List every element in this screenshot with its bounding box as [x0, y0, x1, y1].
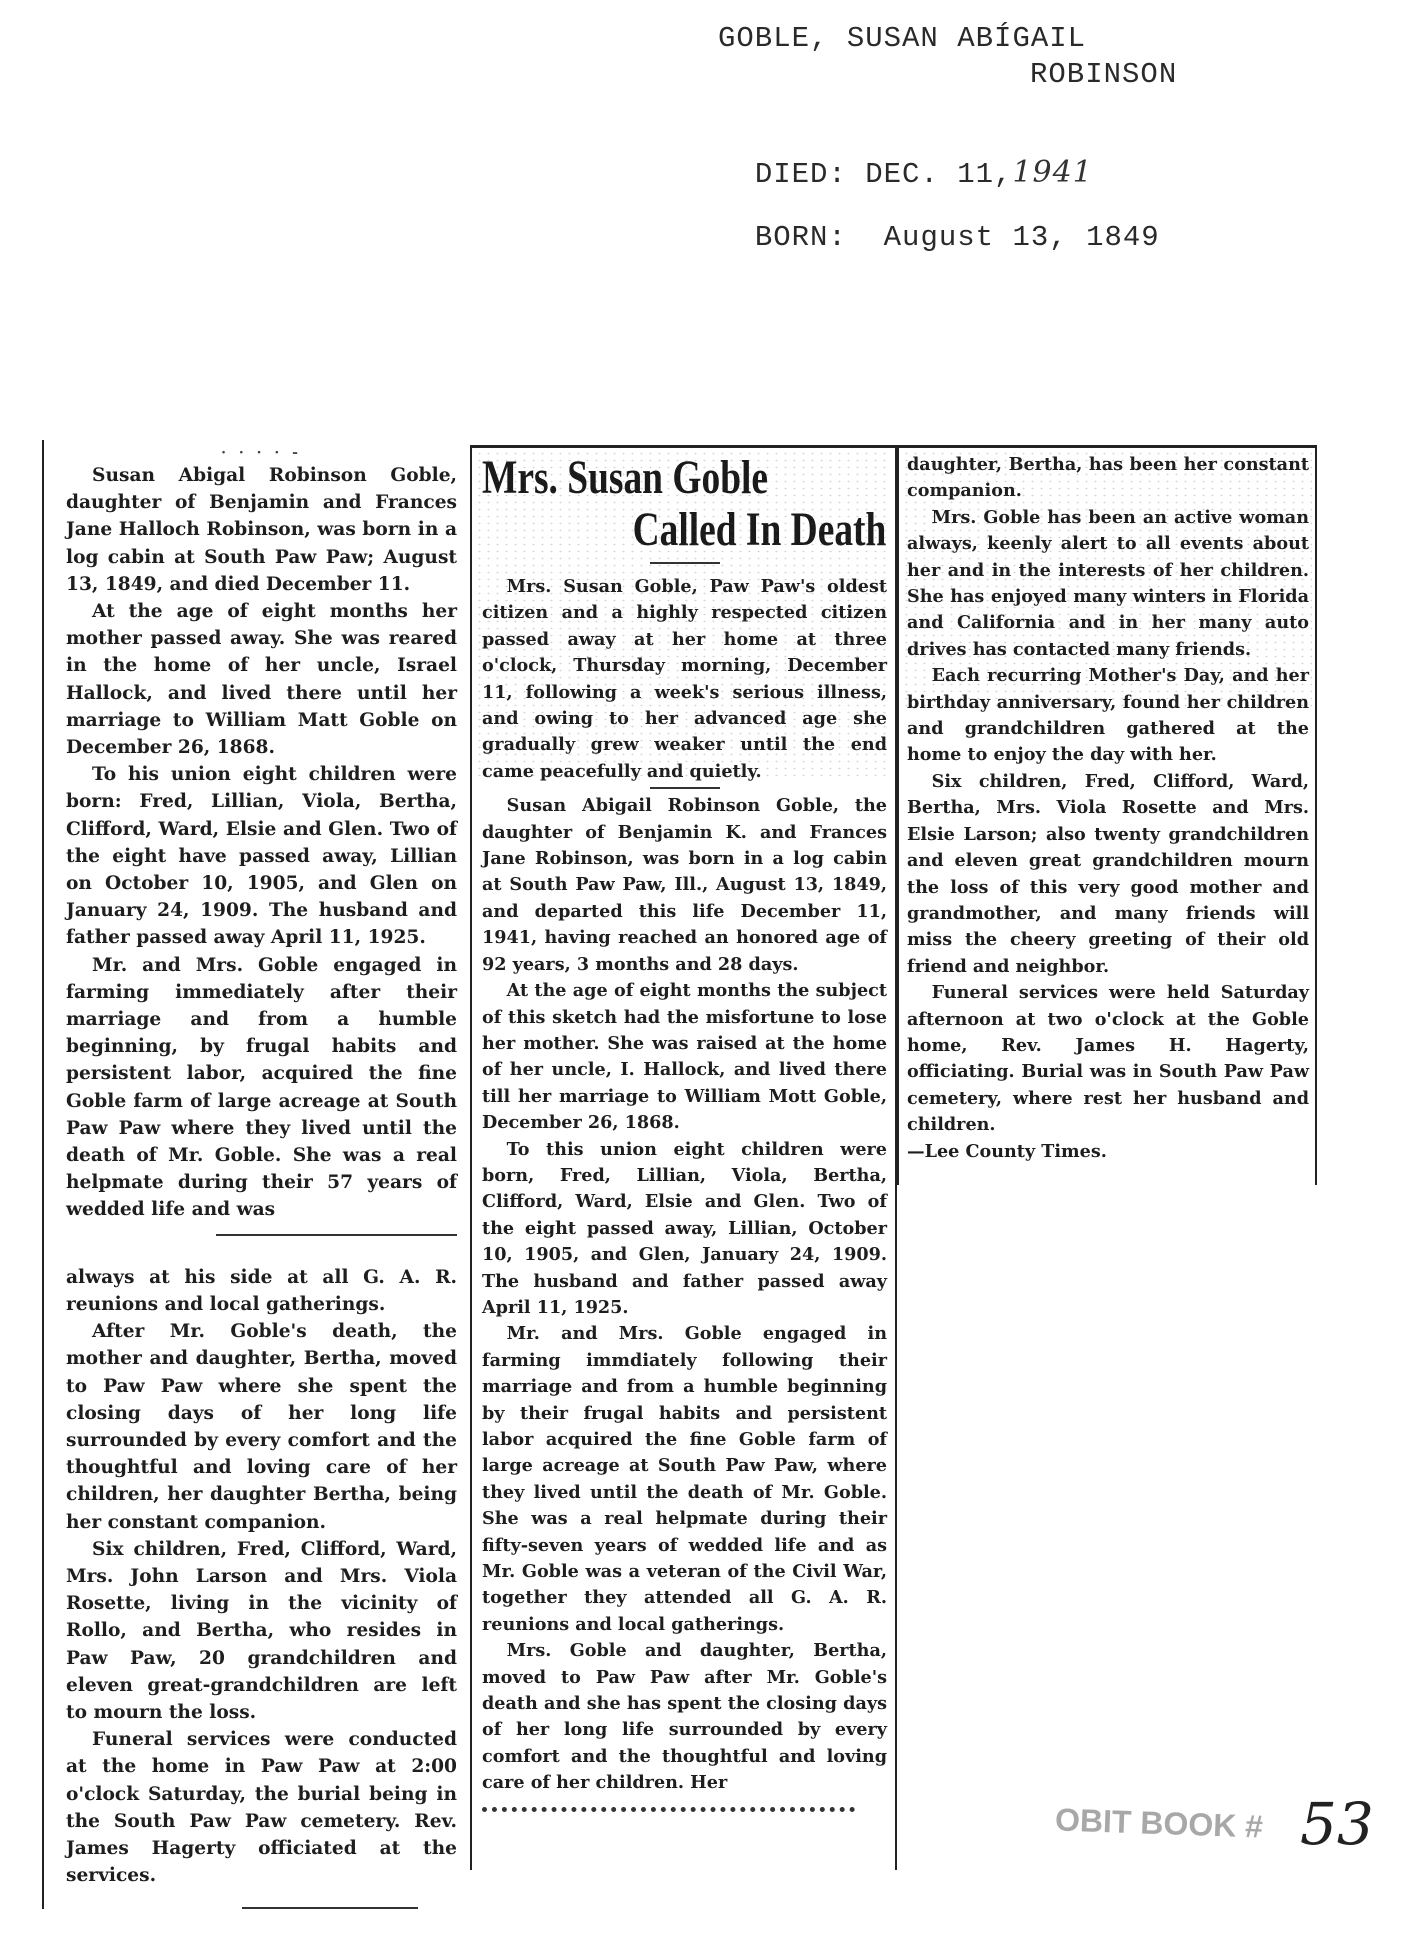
bottom-rule	[242, 1907, 418, 1909]
left-paragraph: Susan Abigal Robinson Goble, daughter of Benjamin and Frances Jane Halloch Robinson, was born in a log cabin at South Paw Paw; August 13, 1849, and died December 11.	[66, 465, 457, 595]
died-value: DEC. 11,	[865, 158, 1013, 191]
right-paragraph: Funeral services were held Saturday afternoon at two o'clock at the Goble home, Rev. James H. Hagerty, officiating. Burial was in South Paw Paw cemetery, where rest her husband and children.	[907, 982, 1309, 1136]
middle-paragraph: Mrs. Susan Goble, Paw Paw's oldest citizen and a highly respected citizen passed away at her home at three o'clock, Thursday morning, December 11, following a week's serious illness, and owing to her advanced age she gradually grew weaker until the end came peacefully and quietly.	[482, 576, 887, 782]
right-paragraph: Mrs. Goble has been an active woman always, keenly alert to all events about her and in the interests of her children. She has enjoyed many winters in Florida and California and in her many auto drives has contacted many friends.	[907, 506, 1309, 660]
middle-clipping	[470, 445, 897, 1870]
column-break-rule	[66, 1224, 457, 1264]
dotted-end-rule	[482, 1807, 855, 1812]
left-paragraph: At the age of eight months her mother passed away. She was reared in the home of her uncle, Israel Hallock, and lived there until her marriage to William Matt Goble on December 26, 1868.	[66, 601, 457, 759]
headline	[482, 452, 886, 556]
middle-paragraph: To this union eight children were born, Fred, Lillian, Viola, Bertha, Clifford, Ward, Elsie and Glen. Two of the eight passed away, Lillian, October 10, 1905, and Glen, January 24, 1909. The husband and father passed away April 11, 1925.	[482, 1138, 887, 1318]
obit-book-number-handwritten: 53	[1300, 1790, 1374, 1858]
born-label: BORN:	[754, 221, 847, 254]
middle-paragraph: Susan Abigail Robinson Goble, the daughter of Benjamin K. and Frances Jane Robinson, was born in a log cabin at South Paw Paw, Ill., August 13, 1849, and departed this life December 11, 1941, having reached an honored age of 92 years, 3 months and 28 days.	[482, 795, 887, 975]
left-clipping	[42, 440, 457, 1909]
obit-book-stamp: OBIT BOOK #	[1054, 1801, 1264, 1845]
headline-rule	[650, 562, 720, 564]
source-credit: —Lee County Times.	[907, 1140, 1107, 1162]
left-paragraph: To his union eight children were born: Fred, Lillian, Viola, Bertha, Clifford, Ward, Elsie and Glen. Two of the eight have passed away, Lillian on October 10, 1905, and Glen on January 24, 1909. The husband and father passed away April 11, 1925.	[66, 764, 457, 949]
died-year-handwritten: 1941	[1012, 155, 1093, 190]
born-value: August 13, 1849	[883, 221, 1160, 254]
section-rule	[650, 787, 720, 789]
header-name-line1: GOBLE, SUSAN ABÍGAIL	[718, 22, 1087, 55]
left-paragraph: Funeral services were conducted at the home in Paw Paw at 2:00 o'clock Saturday, the burial being in the South Paw Paw cemetery. Rev. James Hagerty officiated at the services.	[66, 1729, 457, 1887]
header-died	[718, 122, 1093, 191]
right-clipping	[897, 445, 1317, 1185]
died-label: DIED:	[754, 158, 847, 191]
middle-paragraph: At the age of eight months the subject of this sketch had the misfortune to lose her mother. She was raised at the home of her uncle, I. Hallock, and lived there till her marriage to William Mott Goble, December 26, 1868.	[482, 980, 887, 1134]
header-name-line2: ROBINSON	[1030, 58, 1178, 91]
right-paragraph: daughter, Bertha, has been her constant companion.	[907, 454, 1309, 502]
middle-paragraph: Mr. and Mrs. Goble engaged in farming immdiately following their marriage and from a humble beginning by their frugal habits and persistent labor acquired the fine Goble farm of large acreage at South Paw Paw, where they lived until the death of Mr. Goble. She was a real helpmate during their fifty-seven years of wedded life and as Mr. Goble was a veteran of the Civil War, together they attended all G. A. R. reunions and local gatherings.	[482, 1323, 887, 1635]
left-paragraph: always at his side at all G. A. R. reunions and local gatherings.	[66, 1266, 457, 1315]
right-paragraph: Each recurring Mother's Day, and her birthday anniversary, found her children and grandchildren gathered at the home to enjoy the day with her.	[907, 665, 1309, 766]
left-paragraph: Six children, Fred, Clifford, Ward, Mrs. John Larson and Mrs. Viola Rosette, living in the vicinity of Rollo, and Bertha, who resides in Paw Paw, 20 grandchildren and eleven great-grandchildren are left to mourn the loss.	[66, 1538, 457, 1723]
middle-paragraph: Mrs. Goble and daughter, Bertha, moved to Paw Paw after Mr. Goble's death and she has spent the closing days of her long life surrounded by every comfort and the thoughtful and loving care of her children. Her	[482, 1640, 887, 1794]
right-paragraph: Six children, Fred, Clifford, Ward, Bertha, Mrs. Viola Rosette and Mrs. Elsie Larson; also twenty grandchildren and eleven great grandchildren mourn the loss of this very good mother and grandmother, and many friends will miss the cheery greeting of their old friend and neighbor.	[907, 770, 1309, 977]
top-ornament: · · · · ‑	[221, 445, 302, 461]
header-born	[718, 188, 1160, 254]
left-paragraph: Mr. and Mrs. Goble engaged in farming immediately after their marriage and from a humble beginning, by frugal habits and persistent labor, acquired the fine Goble farm of large acreage at South Paw Paw where they lived until the death of Mr. Goble. She was a real helpmate during their 57 years of wedded life and was	[66, 954, 457, 1221]
headline-line1: Mrs. Susan Goble	[482, 451, 769, 504]
headline-line2: Called In Death	[632, 503, 887, 556]
left-paragraph: After Mr. Goble's death, the mother and daughter, Bertha, moved to Paw Paw where she spent the closing days of her long life surrounded by every comfort and the thoughtful and loving care of her children, her daughter Bertha, being her constant companion.	[66, 1321, 457, 1533]
